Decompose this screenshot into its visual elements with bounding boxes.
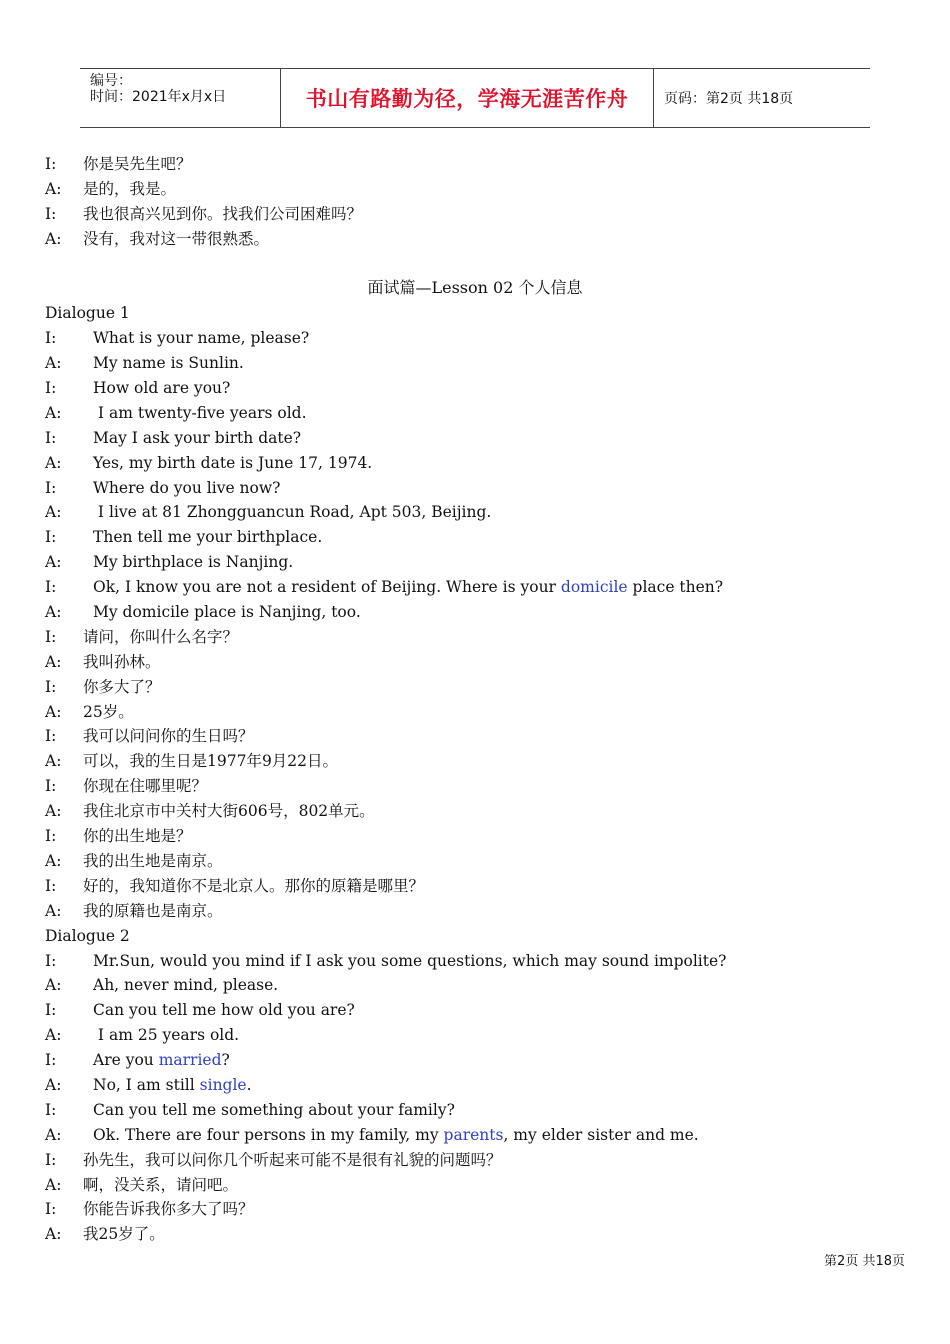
- code-label: 编号：: [90, 73, 132, 89]
- line-text: I am twenty-five years old.: [93, 403, 307, 422]
- line-text: 你能告诉我你多大了吗？: [83, 1200, 254, 1219]
- speaker-label: A:: [45, 403, 62, 422]
- dialogue-line: [45, 326, 905, 351]
- speaker-label: I:: [45, 876, 57, 895]
- speaker-label: A:: [45, 752, 62, 771]
- line-text: 你的出生地是？: [83, 827, 192, 846]
- dialogue-line: [45, 177, 905, 202]
- header-page-info: [654, 69, 870, 127]
- dialogue-line: [45, 849, 905, 874]
- speaker-label: I:: [45, 155, 57, 173]
- speaker-label: I:: [45, 827, 57, 846]
- dialogue-line: [45, 749, 905, 774]
- line-text: 我也很高兴见到你。找我们公司困难吗？: [83, 204, 363, 223]
- speaker-label: A:: [45, 603, 62, 622]
- speaker-label: A:: [45, 1125, 62, 1144]
- dialogue-line: [45, 426, 905, 451]
- line-text: .: [246, 1075, 252, 1094]
- speaker-label: A:: [45, 1225, 62, 1244]
- lesson-title: 面试篇—Lesson 02 个人信息: [367, 278, 583, 298]
- speaker-label: A:: [45, 453, 62, 472]
- line-text: Then tell me your birthplace.: [93, 528, 323, 547]
- line-text: My name is Sunlin.: [93, 354, 244, 373]
- dialogue-line: [45, 998, 905, 1023]
- line-text: Can you tell me something about your family?: [93, 1100, 455, 1119]
- dialogue-line: [45, 774, 905, 799]
- speaker-label: A:: [45, 1026, 62, 1045]
- line-text: Ah, never mind, please.: [93, 976, 279, 995]
- line-text: Ok, I know you are not a resident of Beijing. Where is your: [93, 578, 561, 597]
- line-text: 好的，我知道你不是北京人。那你的原籍是哪里？: [83, 876, 425, 895]
- line-text: I live at 81 Zhongguancun Road, Apt 503, Beijing.: [93, 503, 492, 522]
- dialogue-line: [45, 600, 905, 625]
- highlighted-word: married: [158, 1051, 222, 1070]
- dialogue-line: [45, 625, 905, 650]
- dialogue-line: [45, 1197, 905, 1222]
- dialogue-line: [45, 899, 905, 924]
- speaker-label: I:: [45, 777, 57, 796]
- page-footer: 第2页 共18页: [824, 1254, 905, 1269]
- line-text: I am 25 years old.: [93, 1026, 240, 1045]
- line-text: May I ask your birth date?: [93, 428, 302, 447]
- speaker-label: A:: [45, 354, 62, 373]
- dialogue-line: [45, 401, 905, 426]
- speaker-label: A:: [45, 851, 62, 870]
- line-text: 我25岁了。: [83, 1225, 165, 1244]
- line-text: What is your name, please?: [93, 329, 310, 348]
- speaker-label: A:: [45, 1075, 62, 1094]
- dialogue-line: [45, 650, 905, 675]
- speaker-label: A:: [45, 1175, 62, 1194]
- dialogue-line: [45, 799, 905, 824]
- speaker-label: A:: [45, 229, 62, 248]
- line-text: Yes, my birth date is June 17, 1974.: [93, 453, 373, 472]
- line-text: 啊，没关系，请问吧。: [83, 1175, 239, 1194]
- speaker-label: I:: [45, 428, 57, 447]
- dialogue-line: [45, 1173, 905, 1198]
- line-text: 我的原籍也是南京。: [83, 901, 223, 920]
- speaker-label: I:: [45, 1150, 57, 1169]
- line-text: How old are you?: [93, 379, 231, 398]
- dialogue-line: [45, 202, 905, 227]
- dialogue-line: [45, 724, 905, 749]
- line-text: No, I am still: [93, 1075, 200, 1094]
- line-text: My domicile place is Nanjing, too.: [93, 603, 361, 622]
- motto-text: 书山有路勤为径，学海无涯苦作舟: [305, 87, 629, 111]
- dialogue-line: [45, 949, 905, 974]
- speaker-label: I:: [45, 1200, 57, 1219]
- speaker-label: A:: [45, 901, 62, 920]
- dialogue-line: [45, 351, 905, 376]
- speaker-label: I:: [45, 1100, 57, 1119]
- highlighted-word: parents: [443, 1125, 504, 1144]
- line-text: 25岁。: [83, 702, 134, 721]
- time-label: 时间：2021年x月x日: [90, 89, 227, 105]
- dialogue-line: [45, 476, 905, 501]
- dialogue-line: [45, 1073, 905, 1098]
- line-text: 你现在住哪里呢？: [83, 777, 208, 796]
- header-motto: [281, 69, 654, 127]
- speaker-label: I:: [45, 379, 57, 398]
- speaker-label: A:: [45, 976, 62, 995]
- speaker-label: A:: [45, 652, 62, 671]
- dialogue-line: [45, 1023, 905, 1048]
- speaker-label: I:: [45, 204, 57, 223]
- line-text: , my elder sister and me.: [503, 1125, 699, 1144]
- line-text: Are you: [93, 1051, 159, 1070]
- line-text: My birthplace is Nanjing.: [93, 553, 294, 572]
- line-text: 我的出生地是南京。: [83, 851, 223, 870]
- line-text: 我叫孙林。: [83, 652, 161, 671]
- dialogue-line: [45, 1123, 905, 1148]
- dialogue-line: [45, 874, 905, 899]
- line-text: Where do you live now?: [93, 478, 281, 497]
- line-text: Ok. There are four persons in my family, my: [93, 1125, 444, 1144]
- line-text: 请问，你叫什么名字？: [83, 627, 239, 646]
- line-text: 可以，我的生日是1977年9月22日。: [83, 752, 339, 771]
- dialogue-line: [45, 1222, 905, 1247]
- document-body: [45, 152, 905, 1247]
- dialogue-line: [45, 500, 905, 525]
- speaker-label: I:: [45, 951, 57, 970]
- speaker-label: I:: [45, 627, 57, 646]
- dialogue-line: [45, 550, 905, 575]
- dialogue-line: [45, 1048, 905, 1073]
- highlighted-word: single: [199, 1075, 247, 1094]
- dialogue-line: [45, 525, 905, 550]
- dialogue-line: [45, 451, 905, 476]
- speaker-label: I:: [45, 677, 57, 696]
- dialogue-line: [45, 700, 905, 725]
- line-text: 没有，我对这一带很熟悉。: [83, 229, 270, 248]
- line-text: 我可以问问你的生日吗？: [83, 727, 254, 746]
- speaker-label: I:: [45, 1051, 57, 1070]
- line-text: 我住北京市中关村大街606号，802单元。: [83, 802, 375, 821]
- speaker-label: A:: [45, 179, 62, 198]
- header-meta: [80, 69, 281, 127]
- dialogue-line: [45, 376, 905, 401]
- line-text: ?: [221, 1051, 230, 1070]
- speaker-label: I:: [45, 329, 57, 348]
- dialogue-label: Dialogue 2: [45, 926, 130, 945]
- speaker-label: A:: [45, 553, 62, 572]
- page-info-text: 页码：第2页 共18页: [664, 91, 794, 107]
- dialogue-line: [45, 152, 905, 177]
- dialogue-line: [45, 575, 905, 600]
- highlighted-word: domicile: [560, 578, 628, 597]
- dialogue-line: [45, 227, 905, 252]
- line-text: 你多大了？: [83, 677, 161, 696]
- speaker-label: I:: [45, 578, 57, 597]
- line-text: 孙先生，我可以问你几个听起来可能不是很有礼貌的问题吗？: [83, 1150, 502, 1169]
- dialogue-line: [45, 973, 905, 998]
- spacer: [45, 252, 905, 277]
- dialogue-label: Dialogue 1: [45, 304, 130, 323]
- dialogue-line: [45, 675, 905, 700]
- dialogue-line: [45, 1148, 905, 1173]
- line-text: Mr.Sun, would you mind if I ask you some questions, which may sound impolite?: [93, 951, 727, 970]
- line-text: 是的，我是。: [83, 179, 177, 198]
- line-text: 你是吴先生吧？: [83, 155, 192, 173]
- speaker-label: I:: [45, 478, 57, 497]
- page-header: [80, 68, 870, 128]
- speaker-label: I:: [45, 1001, 57, 1020]
- speaker-label: A:: [45, 802, 62, 821]
- line-text: Can you tell me how old you are?: [93, 1001, 355, 1020]
- speaker-label: A:: [45, 702, 62, 721]
- dialogue-line: [45, 1098, 905, 1123]
- speaker-label: I:: [45, 528, 57, 547]
- speaker-label: I:: [45, 727, 57, 746]
- speaker-label: A:: [45, 503, 62, 522]
- dialogue-line: [45, 824, 905, 849]
- line-text: place then?: [627, 578, 724, 597]
